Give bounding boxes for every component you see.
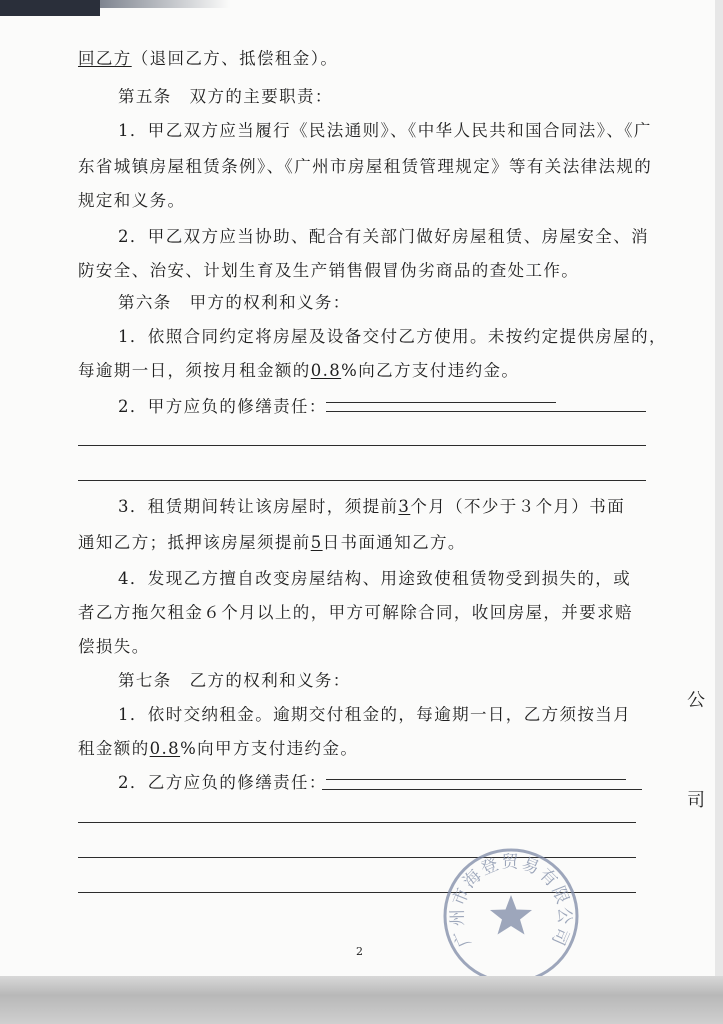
scan-edge-top-fade (100, 0, 230, 8)
clause-text: 回乙方（退回乙方、抵偿租金）。 (78, 49, 339, 68)
clause-text: 偿损失。 (78, 637, 150, 656)
fill-in-line (326, 402, 556, 403)
scan-edge-bottom (0, 976, 723, 1024)
fill-in-line (78, 480, 646, 481)
clause-text: 4．发现乙方擅自改变房屋结构、用途致使租赁物受到损失的，或 (118, 569, 632, 588)
article-seven-heading: 第七条 乙方的权利和义务： (118, 671, 351, 690)
clause-text: 规定和义务。 (78, 191, 186, 210)
fill-in-line (322, 789, 642, 790)
article-six-heading: 第六条 甲方的权利和义务： (118, 293, 351, 312)
clause-text: 每逾期一日，须按月租金额的0.8%向乙方支付违约金。 (78, 361, 520, 380)
fill-in-line (326, 779, 626, 780)
clause-text: 防安全、治安、计划生育及生产销售假冒伪劣商品的查处工作。 (78, 261, 580, 280)
scan-edge-top (0, 0, 100, 16)
clause-text: 者乙方拖欠租金６个月以上的，甲方可解除合同，收回房屋，并要求赔 (78, 603, 633, 622)
clause-text: 东省城镇房屋租赁条例》、《广州市房屋租赁管理规定》等有关法律法规的 (78, 157, 653, 176)
page-number: 2 (356, 945, 363, 958)
scan-edge-right (715, 0, 723, 1024)
article-five-heading: 第五条 双方的主要职责： (118, 87, 333, 106)
fill-in-line (78, 445, 646, 446)
clause-text: 1．甲乙双方应当履行《民法通则》、《中华人民共和国合同法》、《广 (118, 121, 652, 140)
clause-text: 3．租赁期间转让该房屋时，须提前3个月（不少于３个月）书面 (118, 497, 626, 516)
company-seal (440, 845, 582, 987)
clause-text: 2．乙方应负的修缮责任： (118, 773, 327, 792)
fill-in-line (326, 411, 646, 412)
margin-mark: 公 (684, 690, 705, 708)
clause-text: 1．依时交纳租金。逾期交付租金的，每逾期一日，乙方须按当月 (118, 705, 632, 724)
svg-text:广州市海登贸易有限公司: 广州市海登贸易有限公司 (447, 852, 575, 950)
clause-text: 2．甲乙双方应当协助、配合有关部门做好房屋租赁、房屋安全、消 (118, 227, 649, 246)
clause-text: 1．依照合同约定将房屋及设备交付乙方使用。未按约定提供房屋的， (118, 327, 667, 346)
clause-text: 租金额的0.8%向甲方支付违约金。 (78, 739, 359, 758)
fill-in-line (78, 822, 636, 823)
margin-mark: 司 (684, 790, 705, 808)
clause-text: 2．甲方应负的修缮责任： (118, 397, 327, 416)
clause-text: 通知乙方；抵押该房屋须提前5日书面通知乙方。 (78, 533, 466, 552)
